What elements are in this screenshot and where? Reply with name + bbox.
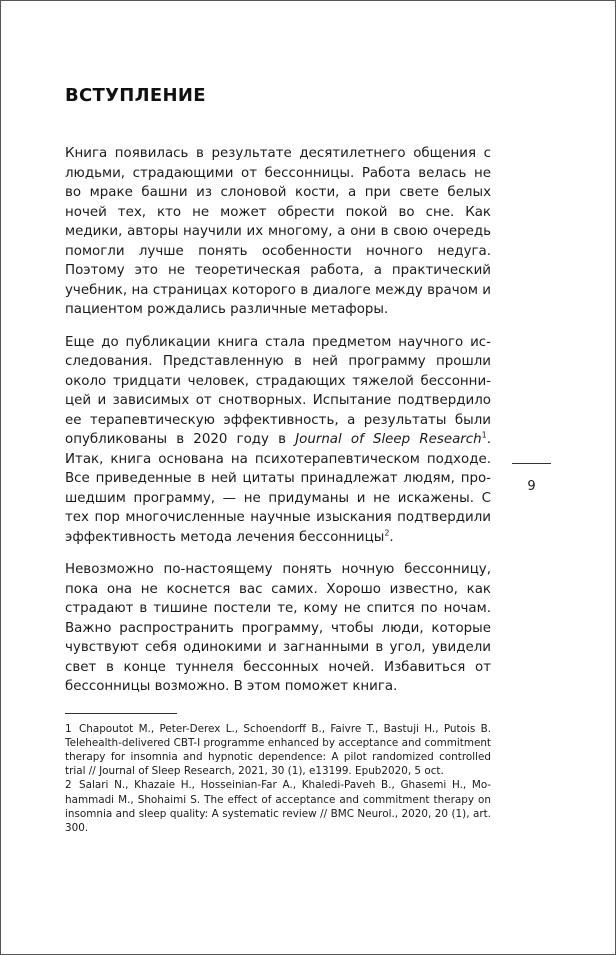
footnote-1 bbox=[65, 722, 491, 779]
paragraph-2-text-c: . bbox=[389, 529, 394, 545]
paragraph-2-text-b: . Итак, книга основана на психотерапевтическом подходе. Все приведенные в ней цитаты принадлежат людям, прошедшим программу, — не придуманы и не искажены. С тех пор многочисленные научные изыскания подтвердили эффективность метода лечения бессонницы bbox=[65, 432, 491, 545]
chapter-title: ВСТУПЛЕНИЕ bbox=[65, 85, 206, 106]
footnote-ref-2[interactable]: 2 bbox=[384, 528, 390, 538]
footnote-2-number: 2 bbox=[65, 779, 72, 792]
footnote-2-text: Salari N., Khazaie H., Hosseinian-Far A., Khaledi-Paveh B., Ghasemi H., Mohammadi M., Shohaimi S. The effect of acceptance and commitment therapy on insomnia and sleep quality: A systematic review // BMC Neurol., 2020, 20 (1), art. 300. bbox=[65, 779, 491, 834]
footnote-1-number: 1 bbox=[65, 722, 72, 735]
footnote-2 bbox=[65, 778, 491, 835]
paragraph-2-text-a: Еще до публикации книга стала предметом научного исследования. Представленную в ней программу прошли около тридцати человек, страдающих тяжелой бессонницей и зависимых от снотворных. Испытание подтвердило ее терапевтическую эффективность, а результаты были опубликованы в 2020 году в bbox=[65, 334, 491, 447]
page-content bbox=[65, 85, 491, 835]
footnote-1-text: Chapoutot M., Peter-Derex L., Schoendorff B., Faivre T., Bastuji H., Putois B. Telehealth-delivered CBT-I programme enhanced by acceptance and commitment therapy for insomnia and hypnotic dependence: A pilot randomized controlled trial // Journal of Sleep Research, 2021, 30 (1), e13199. Epub2020, 5 oct. bbox=[65, 722, 491, 778]
footnote-divider bbox=[65, 713, 177, 714]
footnote-ref-1[interactable]: 1 bbox=[481, 430, 487, 440]
page-number: 9 bbox=[527, 479, 536, 494]
paragraph-1: Книга появилась в результате десятилетнего общения с людьми, страдающими от бессонницы. Работа велась не во мраке башни из слоновой кости, а при свете белых ночей тех, кто не может обрести покой во сне. Как медики, авторы научили их многому, а они в свою очередь помогли лучше понять особенности ночного недуга. Поэтому это не теоретическая работа, а практический учебник, на страницах которого в диалоге между врачом и пациентом рождались различные метафоры. bbox=[65, 146, 491, 317]
journal-title: Journal of Sleep Research bbox=[295, 432, 482, 447]
paragraph-2 bbox=[65, 333, 491, 548]
paragraph-3: Невозможно по-настоящему понять ночную бессонницу, пока она не коснется вас самих. Хорошо известно, как страдают в тишине постели те, кому не спится по ночам. Важно распространить программу, чтобы люди, которые чувствуют себя одинокими и загнанными в угол, увидели свет в конце туннеля бессонных ночей. Избавиться от бессонницы возможно. В этом поможет книга. bbox=[65, 562, 491, 694]
page-number-rule bbox=[512, 463, 551, 464]
